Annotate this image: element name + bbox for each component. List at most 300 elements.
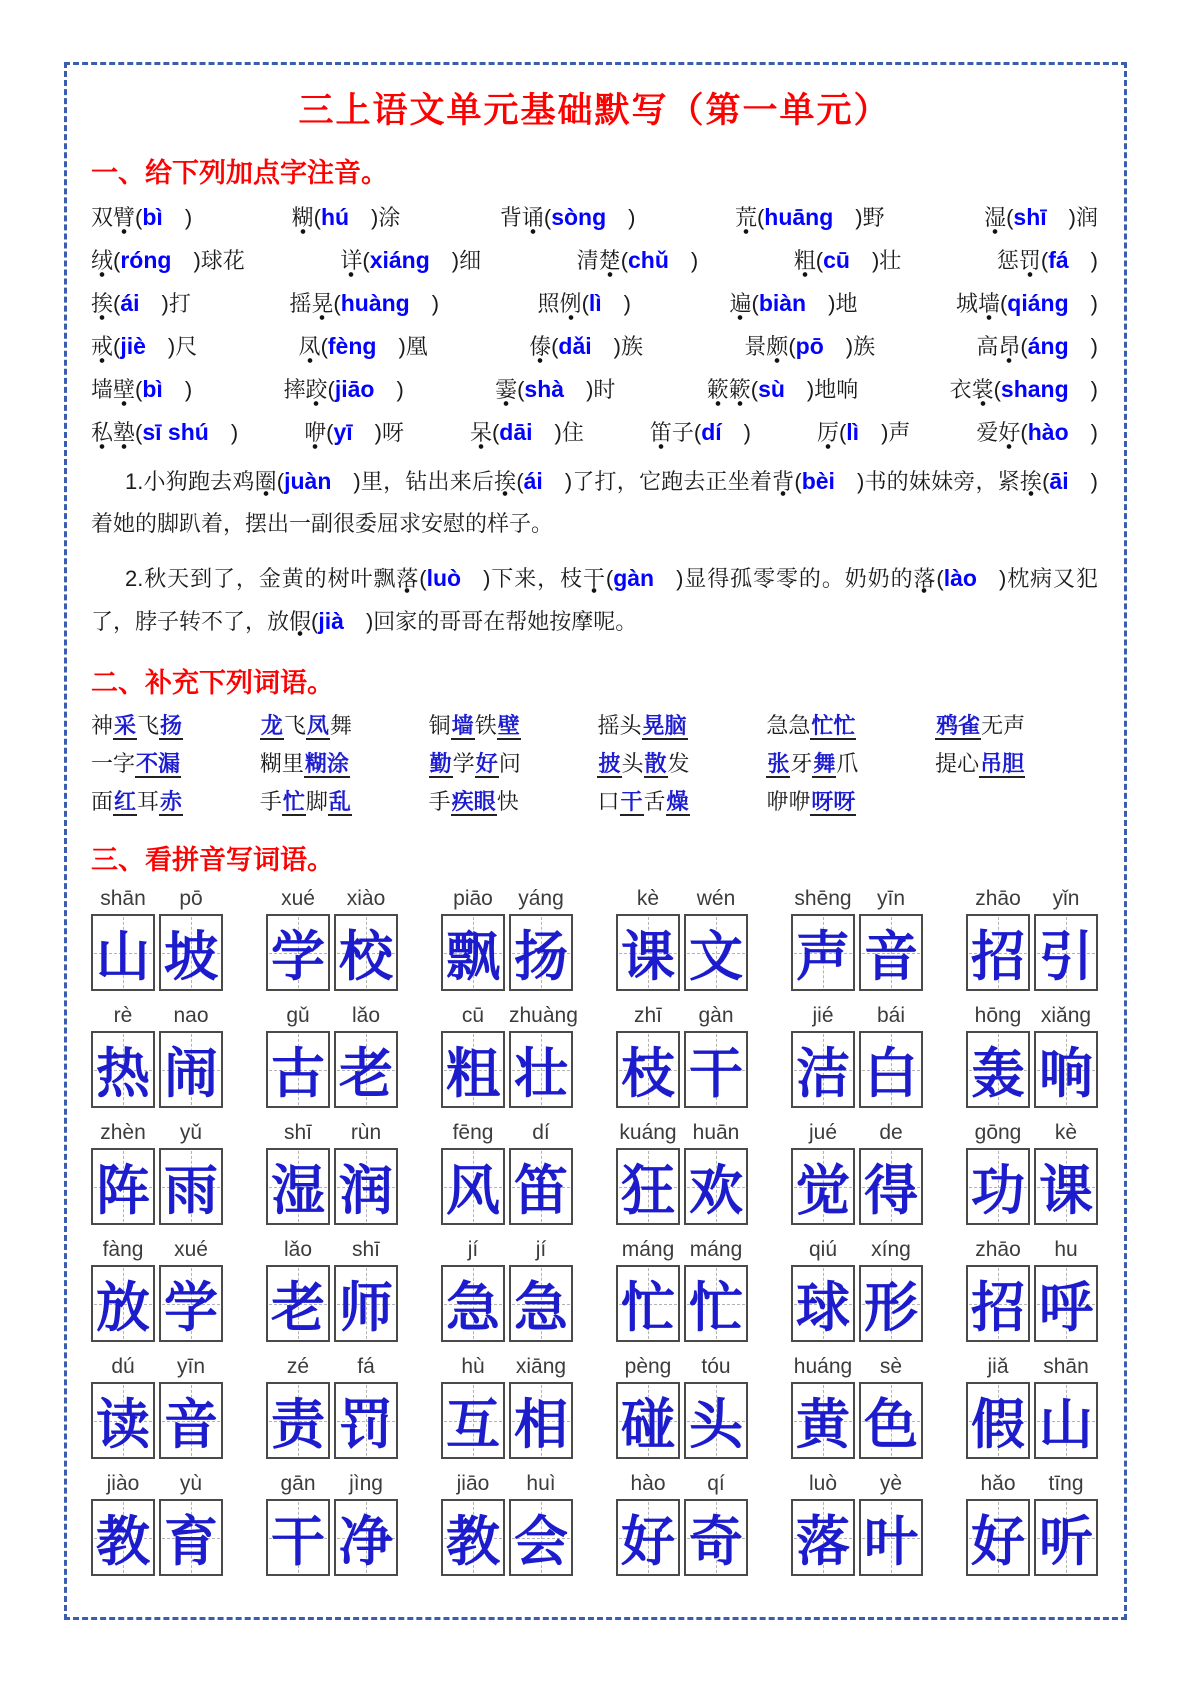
char-cell — [509, 883, 573, 991]
idiom-answer: 疾眼 — [451, 789, 496, 814]
plain-chars: 时 — [593, 377, 616, 402]
tianzige-box — [1034, 1265, 1098, 1342]
pinyin-label: yīn — [176, 1355, 205, 1378]
handwritten-char: 干 — [271, 1512, 325, 1572]
pinyin-answer: lì — [846, 419, 860, 445]
pinyin-label: huì — [526, 1472, 556, 1495]
pinyin-label: pō — [179, 887, 203, 910]
idiom-answer: 糊涂 — [304, 751, 349, 776]
close-paren: ) — [483, 566, 491, 591]
annotation-item — [956, 282, 1098, 325]
open-paren: ( — [1020, 334, 1028, 359]
pinyin-label: fá — [357, 1355, 375, 1378]
plain-chars: 壮 — [879, 248, 902, 273]
char-cell — [791, 1468, 855, 1576]
annotation-row — [91, 411, 1098, 454]
idiom-answer: 赤 — [160, 789, 183, 814]
char-cell — [616, 1117, 680, 1225]
idiom-answer: 采 — [114, 713, 137, 738]
char-cell — [334, 1117, 398, 1225]
handwritten-char: 校 — [339, 927, 393, 987]
idiom-given: 舞 — [329, 713, 352, 738]
sentence-text: 显得孤零零的。奶奶的 — [683, 566, 914, 591]
dotted-chars: 挨 — [1019, 469, 1043, 494]
annotation-row — [91, 196, 1098, 239]
handwritten-char: 育 — [164, 1512, 218, 1572]
plain-chars: 凰 — [405, 334, 428, 359]
word-pair — [791, 1351, 923, 1459]
grid-row — [91, 1468, 1098, 1576]
idiom-given: 咿咿 — [766, 789, 811, 814]
close-paren: ) — [1090, 248, 1098, 273]
word-pair — [91, 1351, 223, 1459]
close-paren: ) — [856, 469, 865, 494]
close-paren: ) — [628, 205, 636, 230]
tianzige-box — [791, 914, 855, 991]
grid-row — [91, 1117, 1098, 1225]
tianzige-box — [509, 1382, 573, 1459]
idiom-answer: 晃脑 — [642, 713, 687, 738]
handwritten-char: 课 — [621, 927, 675, 987]
plain-chars: 摇 — [289, 291, 312, 316]
tianzige-box — [616, 1148, 680, 1225]
close-paren: ) — [690, 248, 699, 273]
pinyin-answer: jià — [318, 608, 344, 634]
pinyin-label: yè — [879, 1472, 903, 1495]
char-cell — [1034, 1351, 1098, 1459]
pinyin-label: rùn — [350, 1121, 382, 1144]
handwritten-char: 轰 — [971, 1044, 1025, 1104]
tianzige-box — [91, 1265, 155, 1342]
close-paren: ) — [554, 420, 562, 445]
plain-chars: 景 — [744, 334, 767, 359]
char-cell — [91, 1468, 155, 1576]
dotted-chars: 颇 — [766, 334, 788, 363]
handwritten-char: 黄 — [796, 1395, 850, 1455]
char-cell — [616, 1234, 680, 1342]
tianzige-box — [791, 1265, 855, 1342]
pinyin-answer: āi — [1049, 468, 1069, 494]
word-pair — [91, 883, 223, 991]
section1-annotation-list — [91, 196, 1098, 454]
handwritten-char: 音 — [864, 927, 918, 987]
word-pair — [966, 883, 1098, 991]
plain-chars: 球花 — [200, 248, 245, 273]
dotted-chars: 糊 — [292, 205, 314, 234]
pinyin-answer: bì — [142, 204, 163, 230]
handwritten-char: 罚 — [339, 1395, 393, 1455]
pinyin-answer: qiáng — [1007, 290, 1069, 316]
tianzige-box — [1034, 1499, 1098, 1576]
pinyin-label: jiāo — [456, 1472, 490, 1495]
annotation-item — [976, 325, 1098, 368]
pinyin-answer: dǎi — [558, 333, 592, 359]
tianzige-box — [791, 1031, 855, 1108]
handwritten-char: 老 — [271, 1278, 325, 1338]
annotation-item — [91, 196, 192, 239]
section2-idiom-grid — [91, 708, 1098, 820]
idiom-item — [260, 708, 423, 744]
sentence-text: 2.秋天到了，金黄的树叶飘 — [125, 566, 397, 591]
char-cell — [791, 1117, 855, 1225]
idiom-answer: 壁 — [497, 713, 520, 738]
handwritten-char: 学 — [164, 1278, 218, 1338]
annotation-item — [470, 411, 584, 454]
char-cell — [616, 883, 680, 991]
handwritten-char: 功 — [971, 1161, 1025, 1221]
idiom-answer: 干 — [620, 789, 643, 814]
pinyin-label: hōng — [974, 1004, 1022, 1027]
tianzige-box — [966, 914, 1030, 991]
char-cell — [966, 1234, 1030, 1342]
word-pair — [441, 883, 573, 991]
open-paren: ( — [794, 469, 802, 494]
idiom-given: 神 — [91, 713, 114, 738]
pinyin-label: shān — [100, 887, 146, 910]
char-cell — [441, 883, 505, 991]
handwritten-char: 互 — [446, 1395, 500, 1455]
char-cell — [1034, 1234, 1098, 1342]
annotation-item — [91, 282, 191, 325]
idiom-item — [935, 746, 1098, 782]
annotation-item — [976, 411, 1098, 454]
tianzige-box — [616, 1382, 680, 1459]
tianzige-box — [159, 914, 223, 991]
sentence-text: 里，钻出来后 — [360, 469, 495, 494]
pinyin-label: xiào — [346, 887, 386, 910]
pinyin-label: kè — [636, 887, 660, 910]
plain-chars: 打 — [168, 291, 191, 316]
pinyin-label: xiāng — [515, 1355, 567, 1378]
char-cell — [1034, 1468, 1098, 1576]
handwritten-char: 碰 — [621, 1395, 675, 1455]
word-pair — [616, 1234, 748, 1342]
char-cell — [791, 1000, 855, 1108]
annotation-item — [577, 239, 699, 282]
pinyin-answer: sī shú — [142, 419, 209, 445]
section1-heading: 一、给下列加点字注音。 — [91, 158, 388, 188]
word-pair — [441, 1000, 578, 1108]
idiom-answer: 乱 — [328, 789, 351, 814]
plain-chars: 涂 — [378, 205, 401, 230]
char-cell — [91, 1234, 155, 1342]
open-paren: ( — [1040, 248, 1049, 273]
word-pair — [266, 1234, 398, 1342]
char-cell — [441, 1468, 505, 1576]
tianzige-box — [441, 1382, 505, 1459]
dotted-chars: 厉 — [817, 420, 839, 449]
annotation-item — [538, 282, 631, 325]
open-paren: ( — [333, 291, 341, 316]
char-cell — [966, 1117, 1030, 1225]
word-pair — [966, 1468, 1098, 1576]
tianzige-box — [616, 1499, 680, 1576]
tianzige-box — [266, 1265, 330, 1342]
pinyin-label: jué — [808, 1121, 838, 1144]
tianzige-box — [441, 914, 505, 991]
pinyin-label: lǎo — [351, 1004, 381, 1027]
pinyin-label: yáng — [518, 887, 564, 910]
word-pair — [441, 1117, 573, 1225]
idiom-item — [91, 784, 254, 820]
idiom-answer: 好 — [475, 751, 498, 776]
pinyin-label: hào — [630, 1472, 666, 1495]
char-cell — [684, 1468, 748, 1576]
idiom-item — [429, 746, 592, 782]
char-cell — [266, 1468, 330, 1576]
pinyin-label: xué — [281, 887, 315, 910]
open-paren: ( — [1042, 469, 1050, 494]
handwritten-char: 球 — [796, 1278, 850, 1338]
pinyin-answer: xiáng — [369, 247, 430, 273]
close-paren: ) — [353, 469, 361, 494]
char-cell — [266, 1234, 330, 1342]
char-cell — [266, 1351, 330, 1459]
pinyin-label: jiǎ — [987, 1355, 1009, 1378]
tianzige-box — [91, 1148, 155, 1225]
annotation-item — [91, 411, 238, 454]
handwritten-char: 引 — [1039, 927, 1093, 987]
pinyin-label: piāo — [453, 887, 493, 910]
pinyin-label: kè — [1054, 1121, 1078, 1144]
tianzige-box — [334, 1031, 398, 1108]
word-pair — [791, 1117, 923, 1225]
tianzige-box — [684, 1031, 748, 1108]
tianzige-box — [684, 1382, 748, 1459]
handwritten-char: 枝 — [621, 1044, 675, 1104]
pinyin-label: máng — [621, 1238, 675, 1261]
handwritten-char: 干 — [689, 1044, 743, 1104]
close-paren: ) — [845, 334, 854, 359]
tianzige-box — [334, 1382, 398, 1459]
idiom-given: 摇头 — [597, 713, 642, 738]
open-paren: ( — [788, 334, 796, 359]
sentence-text: 1.小狗跑去鸡 — [125, 469, 255, 494]
pinyin-label: kuáng — [619, 1121, 677, 1144]
dotted-chars: 笛 — [650, 420, 672, 449]
tianzige-box — [1034, 1148, 1098, 1225]
idiom-answer: 张 — [767, 751, 790, 776]
word-pair — [266, 1468, 398, 1576]
idiom-item — [429, 708, 592, 744]
dotted-chars: 好 — [998, 420, 1020, 449]
handwritten-char: 叶 — [864, 1512, 918, 1572]
pinyin-label: tīng — [1048, 1472, 1084, 1495]
idiom-given: 耳 — [137, 789, 160, 814]
dotted-chars: 干 — [582, 566, 606, 591]
idiom-given: 急急 — [766, 713, 811, 738]
close-paren: ) — [161, 291, 169, 316]
plain-chars: 爱 — [976, 420, 999, 445]
pinyin-label: qí — [707, 1472, 725, 1495]
handwritten-char: 得 — [864, 1161, 918, 1221]
tianzige-box — [616, 914, 680, 991]
handwritten-char: 声 — [796, 927, 850, 987]
open-paren: ( — [1020, 420, 1028, 445]
idiom-answer: 吊胆 — [980, 751, 1025, 776]
dotted-chars: 圈 — [254, 469, 277, 494]
char-cell — [859, 1351, 923, 1459]
plain-chars: 衣 — [949, 377, 972, 402]
open-paren: ( — [311, 609, 319, 634]
handwritten-char: 奇 — [689, 1512, 743, 1572]
char-cell — [159, 1468, 223, 1576]
annotation-item — [984, 196, 1098, 239]
annotation-row — [91, 325, 1098, 368]
tianzige-box — [684, 1499, 748, 1576]
dotted-chars: 挨 — [494, 469, 517, 494]
word-pair — [791, 1234, 923, 1342]
char-cell — [684, 1117, 748, 1225]
handwritten-char: 头 — [689, 1395, 743, 1455]
pinyin-answer: biàn — [758, 290, 807, 316]
annotation-item — [650, 411, 751, 454]
plain-chars: 背 — [499, 205, 522, 230]
char-cell — [966, 1468, 1030, 1576]
idiom-given: 糊里 — [259, 751, 304, 776]
annotation-item — [500, 196, 636, 239]
handwritten-char: 文 — [689, 927, 743, 987]
char-cell — [334, 1468, 398, 1576]
close-paren: ) — [623, 291, 631, 316]
handwritten-char: 责 — [271, 1395, 325, 1455]
close-paren: ) — [374, 420, 382, 445]
handwritten-char: 放 — [96, 1278, 150, 1338]
tianzige-box — [1034, 914, 1098, 991]
word-pair — [91, 1117, 223, 1225]
idiom-answer: 红 — [114, 789, 137, 814]
tianzige-box — [159, 1499, 223, 1576]
open-paren: ( — [1006, 205, 1014, 230]
tianzige-box — [91, 914, 155, 991]
idiom-answer: 扬 — [160, 713, 183, 738]
idiom-answer: 凤 — [306, 713, 329, 738]
dotted-chars: 遍 — [729, 291, 751, 320]
char-cell — [266, 883, 330, 991]
sentence-text: 枕病又犯了，脖子转不了，放 — [91, 566, 1098, 634]
char-cell — [441, 1351, 505, 1459]
char-cell — [966, 1351, 1030, 1459]
tianzige-box — [684, 914, 748, 991]
open-paren: ( — [751, 291, 759, 316]
annotation-item — [495, 368, 615, 411]
open-paren: ( — [113, 248, 121, 273]
sentence-text: 回家的哥哥在帮她按摩呢。 — [373, 609, 638, 634]
plain-chars: 高 — [976, 334, 999, 359]
handwritten-char: 雨 — [164, 1161, 218, 1221]
pinyin-label: qiú — [808, 1238, 838, 1261]
open-paren: ( — [135, 205, 143, 230]
pinyin-label: de — [879, 1121, 903, 1144]
plain-chars: 城 — [955, 291, 978, 316]
open-paren: ( — [113, 334, 121, 359]
plain-chars: 野 — [862, 205, 885, 230]
close-paren: ) — [881, 420, 889, 445]
annotation-row — [91, 239, 1098, 282]
tianzige-box — [1034, 1382, 1098, 1459]
char-cell — [1034, 883, 1098, 991]
handwritten-char: 风 — [446, 1161, 500, 1221]
char-cell — [1034, 1000, 1098, 1108]
char-cell — [966, 883, 1030, 991]
handwritten-char: 相 — [514, 1395, 568, 1455]
tianzige-box — [159, 1031, 223, 1108]
word-pair — [966, 1234, 1098, 1342]
open-paren: ( — [605, 566, 614, 591]
plain-chars: 摔 — [283, 377, 306, 402]
handwritten-char: 古 — [271, 1044, 325, 1104]
close-paren: ) — [1090, 291, 1098, 316]
pinyin-label: wén — [696, 887, 736, 910]
handwritten-char: 招 — [971, 927, 1025, 987]
char-cell — [159, 1000, 223, 1108]
pinyin-answer: juàn — [284, 468, 332, 494]
handwritten-char: 闹 — [164, 1044, 218, 1104]
dotted-chars: 晃 — [311, 291, 333, 320]
word-pair — [441, 1234, 573, 1342]
dotted-chars: 跤 — [305, 377, 327, 406]
idiom-answer: 不漏 — [136, 751, 181, 776]
pinyin-label: luò — [808, 1472, 838, 1495]
open-paren: ( — [320, 334, 328, 359]
dotted-chars: 裳 — [972, 377, 994, 406]
tianzige-box — [91, 1499, 155, 1576]
pinyin-label: yù — [179, 1472, 203, 1495]
pinyin-label: jìng — [349, 1472, 383, 1495]
idiom-answer: 呀呀 — [811, 789, 856, 814]
annotation-item — [340, 239, 481, 282]
annotation-item — [91, 368, 192, 411]
open-paren: ( — [327, 377, 335, 402]
annotation-item — [817, 411, 910, 454]
handwritten-char: 笛 — [514, 1161, 568, 1221]
idiom-answer: 散 — [644, 751, 667, 776]
close-paren: ) — [184, 377, 193, 402]
idiom-given: 铁 — [474, 713, 497, 738]
plain-chars: 墙 — [91, 377, 114, 402]
char-cell — [159, 1351, 223, 1459]
close-paren: ) — [676, 566, 684, 591]
close-paren: ) — [396, 377, 404, 402]
pinyin-label: gān — [280, 1472, 316, 1495]
tianzige-box — [1034, 1031, 1098, 1108]
idiom-given: 口 — [597, 789, 620, 814]
char-cell — [859, 883, 923, 991]
char-cell — [159, 883, 223, 991]
idiom-answer: 勤 — [429, 751, 452, 776]
section2-heading: 二、补充下列词语。 — [91, 668, 334, 698]
tianzige-box — [859, 1148, 923, 1225]
idiom-answer: 龙 — [260, 713, 283, 738]
plain-chars: 声 — [888, 420, 911, 445]
close-paren: ) — [1090, 334, 1098, 359]
pinyin-label: jí — [535, 1238, 547, 1261]
tianzige-box — [966, 1148, 1030, 1225]
pinyin-label: gōng — [974, 1121, 1022, 1144]
pinyin-answer: lì — [588, 290, 602, 316]
annotation-item — [794, 239, 902, 282]
tianzige-box — [966, 1382, 1030, 1459]
dotted-chars: 粗 — [794, 248, 816, 277]
sentence-paragraph — [91, 460, 1098, 545]
idiom-given: 问 — [498, 751, 521, 776]
char-cell — [159, 1234, 223, 1342]
dotted-chars: 簌簌 — [707, 377, 751, 406]
tianzige-box — [159, 1382, 223, 1459]
handwritten-char: 课 — [1039, 1161, 1093, 1221]
tianzige-box — [509, 1499, 573, 1576]
handwritten-char: 阵 — [96, 1161, 150, 1221]
